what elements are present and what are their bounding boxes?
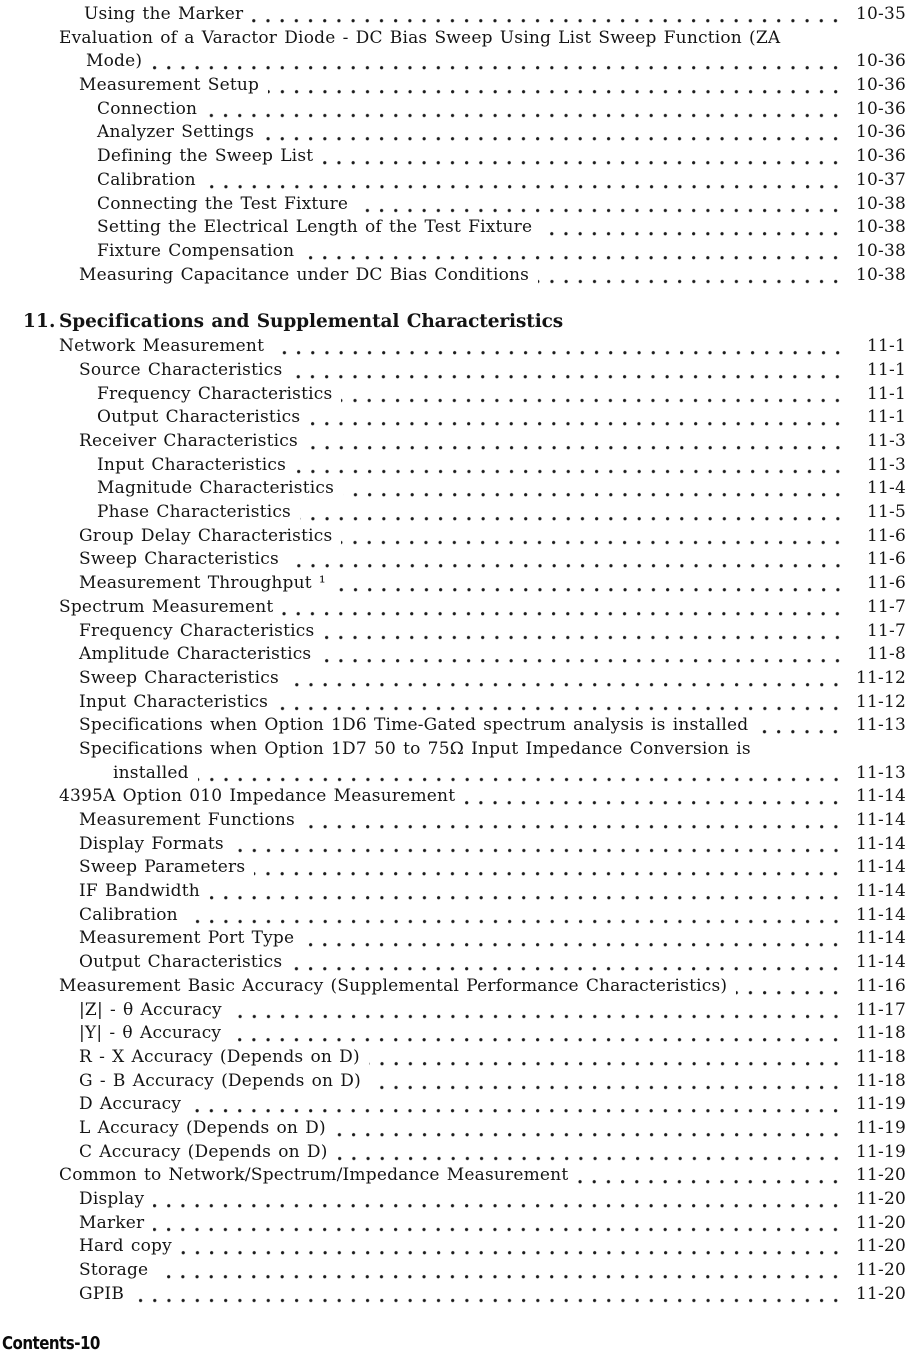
toc-entry	[0, 856, 908, 880]
dot-leader	[205, 169, 843, 193]
toc-page-number: 11-1	[867, 383, 906, 404]
dot-leader	[337, 1141, 843, 1165]
toc-page-number: 11-18	[855, 1023, 906, 1044]
toc-entry-label: C Accuracy (Depends on D)	[79, 1141, 328, 1162]
page-footer: Contents-10	[2, 1334, 100, 1354]
dot-leader	[263, 121, 843, 145]
toc-page-number: 10-35	[855, 4, 906, 24]
dot-leader	[190, 1093, 843, 1117]
toc-entry-label: Measurement Port Type	[79, 928, 295, 949]
toc-entry	[0, 1188, 908, 1212]
toc-entry-label: G - B Accuracy (Depends on D)	[79, 1070, 361, 1091]
toc-entry-label: Defining the Sweep List	[97, 146, 314, 167]
toc-page-number: 11-7	[867, 596, 906, 617]
dot-leader	[187, 904, 843, 928]
toc-entry	[0, 3, 908, 27]
toc-page-number: 11-20	[855, 1165, 906, 1186]
dot-leader	[268, 74, 843, 98]
toc-entry	[0, 1259, 908, 1283]
toc-entry-label: GPIB	[79, 1283, 125, 1304]
toc-page-number: 11-12	[855, 667, 906, 688]
dot-leader	[357, 193, 843, 217]
dot-leader	[736, 975, 843, 999]
toc-entry-label: Specifications when Option 1D6 Time-Gated spectrum analysis is installed	[79, 715, 749, 736]
toc-entry-label: D Accuracy	[79, 1094, 182, 1115]
dot-leader	[206, 98, 843, 122]
toc-entry	[0, 880, 908, 904]
dot-leader	[577, 1164, 843, 1188]
dot-leader	[231, 999, 843, 1023]
toc-entry	[0, 951, 908, 975]
toc-entry	[0, 1212, 908, 1236]
toc-entry-label: Fixture Compensation	[97, 240, 295, 261]
toc-entry-label: Group Delay Characteristics	[79, 525, 333, 546]
toc-entry-label: Measurement Throughput ¹	[79, 573, 326, 594]
toc-page-number: 11-18	[855, 1046, 906, 1067]
toc-page-number: 10-36	[855, 98, 906, 119]
toc-entry-label: Receiver Characteristics	[79, 431, 298, 451]
toc-entry	[0, 809, 908, 833]
dot-leader	[277, 691, 843, 715]
dot-leader	[157, 1259, 843, 1283]
dot-leader	[341, 383, 845, 407]
toc-page-number: 11-13	[855, 762, 906, 783]
chapter-title: Specifications and Supplemental Characteristics	[59, 311, 564, 333]
dot-leader	[151, 50, 843, 74]
dot-leader	[288, 548, 845, 572]
dot-leader	[369, 1046, 843, 1070]
toc-page-number: 11-12	[855, 691, 906, 712]
toc-entry	[0, 74, 908, 98]
toc-entry-label: Amplitude Characteristics	[79, 644, 312, 665]
toc-page-number: 11-14	[855, 928, 906, 949]
toc-entry-label: Display Formats	[79, 833, 224, 854]
dot-leader	[209, 880, 843, 904]
toc-entry-label: Evaluation of a Varactor Diode - DC Bias Sweep Using List Sweep Function (ZA	[59, 27, 781, 48]
toc-entry-label: Source Characteristics	[79, 359, 283, 380]
toc-entry-label: |Z| - θ Accuracy	[79, 999, 222, 1020]
dot-leader	[303, 240, 843, 264]
toc-entry-label: Connecting the Test Fixture	[97, 193, 349, 214]
toc-entry-label: Sweep Characteristics	[79, 549, 279, 570]
toc-entry	[0, 1022, 908, 1046]
toc-entry-label: Sweep Parameters	[79, 857, 246, 878]
toc-entry-label: Marker	[79, 1212, 145, 1233]
toc-entry	[0, 572, 908, 596]
toc-page-number: 11-14	[855, 857, 906, 878]
toc-entry	[0, 145, 908, 169]
dot-leader	[303, 927, 843, 951]
toc-entry-label: Input Characteristics	[79, 691, 268, 712]
toc-page-number: 11-14	[855, 810, 906, 830]
toc-entry	[0, 50, 908, 74]
toc-entry-label: Sweep Characteristics	[79, 667, 279, 688]
toc-page-number: 11-4	[867, 478, 906, 499]
dot-leader	[300, 501, 845, 525]
dot-leader	[335, 572, 845, 596]
dot-leader	[323, 620, 845, 644]
toc-entry-label: Mode)	[86, 51, 143, 72]
dot-leader	[230, 1022, 843, 1046]
toc-entry-label: Magnitude Characteristics	[97, 478, 335, 499]
toc-section-chapter10-continued	[0, 3, 908, 287]
toc-entry-label: Measurement Setup	[79, 75, 260, 96]
toc-entry-label: Frequency Characteristics	[97, 383, 333, 404]
dot-leader	[541, 216, 843, 240]
toc-entry	[0, 691, 908, 715]
toc-entry-label: Measurement Functions	[79, 810, 295, 830]
toc-page-number: 11-19	[855, 1141, 906, 1162]
toc-page-number: 11-14	[855, 786, 906, 807]
toc-page-number: 10-36	[855, 122, 906, 143]
toc-entry-label: Spectrum Measurement	[59, 596, 274, 617]
toc-page-number: 11-6	[867, 525, 906, 546]
toc-entry	[0, 501, 908, 525]
toc-page-number: 11-16	[855, 975, 906, 996]
toc-entry-label: |Y| - θ Accuracy	[79, 1023, 222, 1044]
toc-page-number: 10-36	[855, 51, 906, 72]
toc-entry-label: Setting the Electrical Length of the Test Fixture	[97, 217, 533, 238]
dot-leader	[370, 1070, 843, 1094]
toc-page-number: 11-19	[855, 1094, 906, 1115]
toc-entry-label: L Accuracy (Depends on D)	[79, 1117, 326, 1138]
toc-entry-label: Analyzer Settings	[97, 122, 255, 143]
toc-page-number: 11-20	[855, 1236, 906, 1257]
dot-leader	[335, 1117, 843, 1141]
toc-entry	[0, 240, 908, 264]
dot-leader	[273, 335, 845, 359]
toc-entry-label: Calibration	[97, 169, 196, 190]
toc-entry-label: Calibration	[79, 904, 178, 925]
toc-entry	[0, 121, 908, 145]
toc-entry	[0, 477, 908, 501]
toc-entry-label: Specifications when Option 1D7 50 to 75Ω Input Impedance Conversion is	[79, 738, 751, 759]
dot-leader	[320, 643, 845, 667]
toc-page-number: 11-6	[867, 549, 906, 570]
toc-entry	[0, 785, 908, 809]
toc-entry	[0, 1235, 908, 1259]
toc-entry-label: Output Characteristics	[79, 952, 283, 973]
toc-page-number: 11-1	[867, 336, 906, 357]
toc-page-number: 10-38	[855, 193, 906, 214]
toc-entry-label: Output Characteristics	[97, 407, 301, 428]
toc-entry	[0, 927, 908, 951]
dot-leader	[341, 525, 845, 549]
toc-page-number: 11-5	[867, 502, 906, 523]
dot-leader	[295, 454, 845, 478]
dot-leader	[757, 714, 843, 738]
toc-entry	[0, 27, 908, 51]
dot-leader	[153, 1212, 843, 1236]
toc-page-number: 11-1	[867, 359, 906, 380]
toc-page-number: 11-14	[855, 833, 906, 854]
toc-entry-label: Connection	[97, 98, 198, 119]
toc-entry	[0, 1141, 908, 1165]
chapter-number: 11.	[23, 311, 56, 333]
toc-entry	[0, 667, 908, 691]
dot-leader	[288, 667, 843, 691]
toc-entry-label: Input Characteristics	[97, 454, 286, 475]
toc-entry	[0, 762, 908, 786]
toc-entry	[0, 833, 908, 857]
toc-entry-label: Storage	[79, 1260, 149, 1281]
toc-page-number: 11-13	[855, 715, 906, 736]
toc-entry	[0, 264, 908, 288]
dot-leader	[181, 1235, 843, 1259]
toc-page-number: 11-20	[855, 1212, 906, 1233]
toc-page-number: 11-17	[855, 999, 906, 1020]
toc-entry	[0, 548, 908, 572]
toc-entry	[0, 406, 908, 430]
toc-page-number: 10-36	[855, 146, 906, 167]
toc-page-number: 11-6	[867, 573, 906, 594]
dot-leader	[538, 264, 843, 288]
toc-entry-label: Hard copy	[79, 1236, 172, 1257]
toc-entry	[0, 596, 908, 620]
toc-page-number: 10-38	[855, 240, 906, 261]
chapter-heading	[0, 308, 908, 335]
toc-page-number: 11-20	[855, 1189, 906, 1209]
toc-page-number: 10-38	[855, 217, 906, 238]
dot-leader	[322, 145, 843, 169]
toc-entry	[0, 1164, 908, 1188]
toc-entry	[0, 216, 908, 240]
toc-page-number: 11-20	[855, 1260, 906, 1281]
dot-leader	[343, 477, 845, 501]
toc-entry	[0, 335, 908, 359]
dot-leader	[304, 809, 843, 833]
toc-entry-label: Phase Characteristics	[97, 502, 291, 523]
toc-entry-label: IF Bandwidth	[79, 881, 200, 902]
toc-entry	[0, 359, 908, 383]
toc-entry	[0, 169, 908, 193]
dot-leader	[198, 762, 843, 786]
toc-section-chapter11	[0, 335, 908, 1306]
toc-page-number: 11-1	[867, 407, 906, 428]
toc-entry	[0, 975, 908, 999]
toc-entry	[0, 1046, 908, 1070]
dot-leader	[133, 1283, 843, 1307]
toc-entry-label: 4395A Option 010 Impedance Measurement	[59, 786, 456, 807]
toc-entry	[0, 738, 908, 762]
toc-entry	[0, 454, 908, 478]
dot-leader	[252, 3, 843, 27]
toc-entry	[0, 98, 908, 122]
toc-page-number: 10-36	[855, 75, 906, 96]
toc-entry-label: Common to Network/Spectrum/Impedance Measurement	[59, 1165, 569, 1186]
toc-entry	[0, 525, 908, 549]
dot-leader	[282, 596, 845, 620]
toc-entry	[0, 383, 908, 407]
toc-page-number: 11-3	[867, 454, 906, 475]
toc-entry-label: installed	[113, 762, 189, 783]
toc-entry	[0, 620, 908, 644]
toc-page-number: 11-20	[855, 1283, 906, 1304]
dot-leader	[153, 1188, 843, 1212]
toc-entry-label: Measuring Capacitance under DC Bias Conditions	[79, 264, 530, 285]
toc-page-number: 11-8	[867, 644, 906, 665]
toc-entry	[0, 193, 908, 217]
toc-page-number: 10-37	[855, 169, 906, 190]
dot-leader	[309, 406, 845, 430]
toc-page-number: 10-38	[855, 264, 906, 285]
toc-entry	[0, 1283, 908, 1307]
toc-page-number: 11-3	[867, 431, 906, 451]
dot-leader	[291, 359, 845, 383]
toc-page-number: 11-7	[867, 620, 906, 641]
dot-leader	[307, 430, 845, 454]
toc-page-number: 11-14	[855, 881, 906, 902]
dot-leader	[233, 833, 843, 857]
toc-entry-label: Display	[79, 1189, 145, 1209]
toc-entry	[0, 1070, 908, 1094]
toc-entry-label: Frequency Characteristics	[79, 620, 315, 641]
dot-leader	[291, 951, 843, 975]
dot-leader	[254, 856, 843, 880]
toc-page-number: 11-14	[855, 904, 906, 925]
toc-entry-label: Measurement Basic Accuracy (Supplemental Performance Characteristics)	[59, 975, 728, 996]
toc-entry	[0, 1093, 908, 1117]
toc-entry	[0, 643, 908, 667]
toc-entry	[0, 1117, 908, 1141]
toc-page-number: 11-18	[855, 1070, 906, 1091]
toc-page-number: 11-19	[855, 1117, 906, 1138]
toc-entry-label: R - X Accuracy (Depends on D)	[79, 1046, 360, 1067]
toc-page-number: 11-14	[855, 952, 906, 973]
dot-leader	[464, 785, 843, 809]
toc-entry	[0, 999, 908, 1023]
toc-entry-label: Using the Marker	[84, 4, 244, 24]
toc-entry	[0, 430, 908, 454]
toc-entry-label: Network Measurement	[59, 336, 265, 357]
toc-entry	[0, 904, 908, 928]
toc-entry	[0, 714, 908, 738]
